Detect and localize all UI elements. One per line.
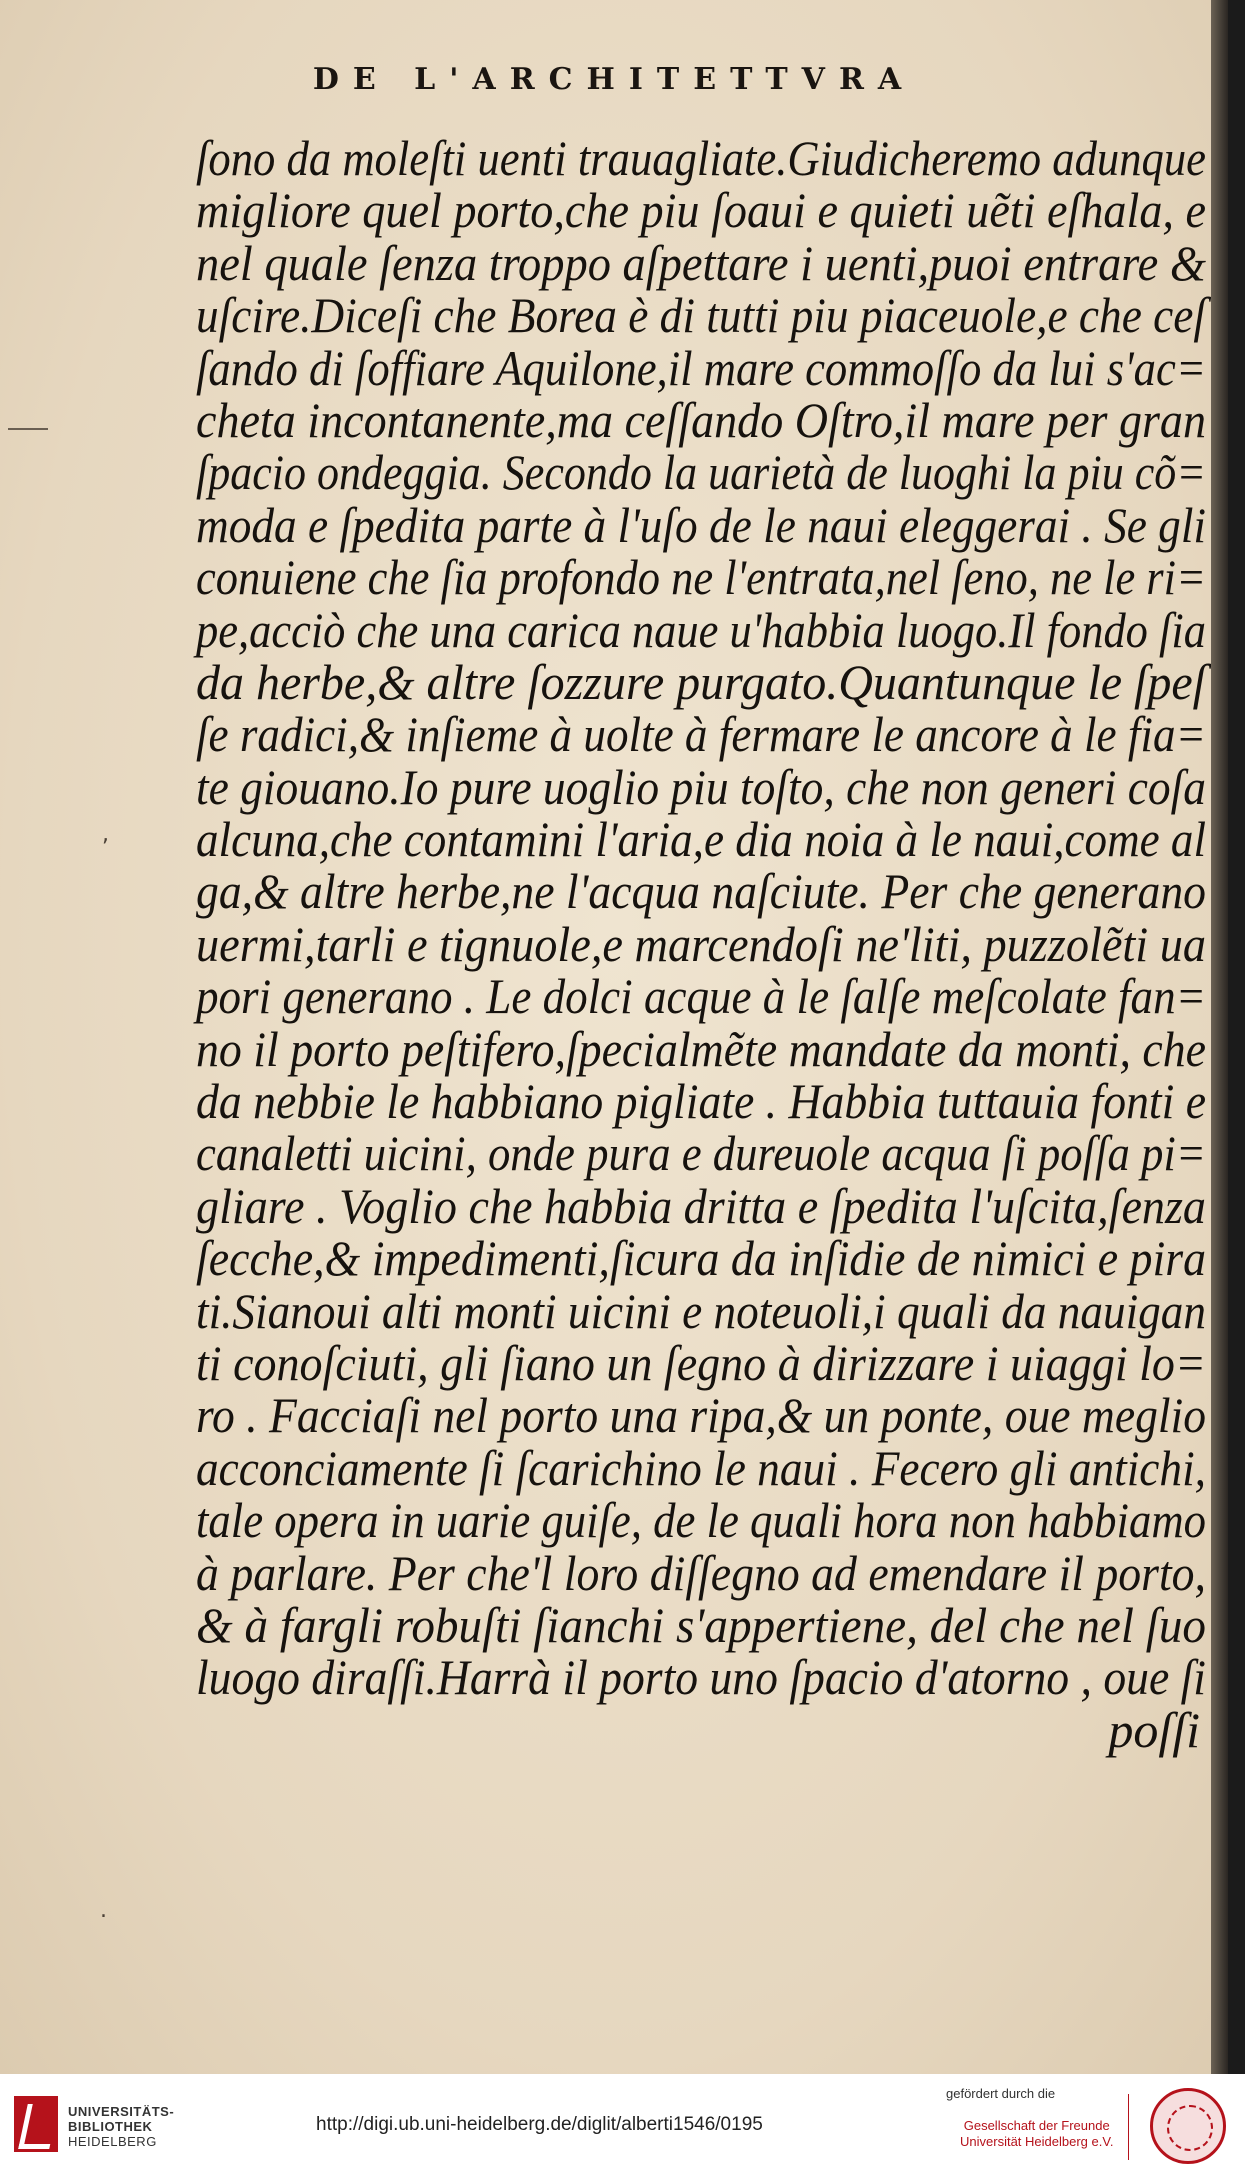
text-line: pori generano . Le dolci acque à le ſalſe meſcolate fan= (196, 968, 1206, 1025)
text-line: ro . Facciaſi nel porto una ripa,& un ponte, oue meglio (196, 1387, 1206, 1444)
text-line: acconciamente ſi ſcarichino le naui . Fecero gli antichi, (196, 1439, 1206, 1496)
text-line: uſcire.Diceſi che Borea è di tutti piu piaceuole,e che ceſ (196, 287, 1206, 344)
text-line: cheta incontanente,ma ceſſando Oſtro,il mare per gran (196, 391, 1206, 448)
library-name[interactable] (68, 2104, 174, 2149)
text-line: tale opera in uarie guiſe, de le quali hora non habbiamo (196, 1492, 1206, 1549)
text-line: ti conoſciuti, gli ſiano un ſegno à dirizzare i uiaggi lo= (196, 1334, 1206, 1391)
body-text (196, 132, 1206, 1756)
text-line: nel quale ſenza troppo aſpettare i uenti,puoi entrare & (196, 234, 1206, 291)
text-line: uermi,tarli e tignuole,e marcendoſi ne'liti, puzzolẽti ua (196, 915, 1206, 972)
text-line: conuiene che ſia profondo ne l'entrata,nel ſeno, ne le ri= (196, 549, 1206, 606)
gutter-mark: . (100, 1898, 107, 1923)
library-name-line: UNIVERSITÄTS- (68, 2104, 175, 2119)
library-name-line: BIBLIOTHEK (68, 2119, 153, 2134)
catchword: poſſi (1108, 1701, 1200, 1758)
text-line: pe,acciò che una carica naue u'habbia luogo.Il fondo ſia (196, 601, 1206, 658)
library-logo-icon[interactable] (14, 2096, 58, 2152)
text-line: ſecche,& impedimenti,ſicura da inſidie de nimici e pira (196, 1230, 1206, 1287)
running-head: DE L'ARCHITETTVRA (312, 62, 916, 97)
margin-mark (8, 428, 48, 430)
text-line: moda e ſpedita parte à l'uſo de le naui eleggerai . Se gli (196, 496, 1206, 553)
text-line: ſono da moleſti uenti trauagliate.Giudicheremo adunque (196, 130, 1206, 186)
text-line: ſpacio ondeggia. Secondo la uarietà de luoghi la piu cõ= (196, 444, 1206, 501)
page-edge (1211, 0, 1228, 2074)
text-line: à parlare. Per che'l loro diſſegno ad emendare il porto, (196, 1544, 1206, 1601)
footer-bar (0, 2074, 1245, 2172)
funded-by-label: gefördert durch die (946, 2086, 1056, 2101)
text-line: da nebbie le habbiano pigliate . Habbia tuttauia fonti e (196, 1073, 1206, 1130)
gutter-mark: , (102, 822, 109, 847)
library-name-line: HEIDELBERG (68, 2134, 157, 2149)
text-line: alcuna,che contamini l'aria,e dia noia à le naui,come al (196, 811, 1206, 868)
sponsor-name-line: Universität Heidelberg e.V. (960, 2134, 1114, 2149)
text-line: no il porto peſtifero,ſpecialmẽte mandate da monti, che (196, 1020, 1206, 1077)
sponsor-name-line: Gesellschaft der Freunde (963, 2118, 1110, 2133)
text-line: da herbe,& altre ſozzure purgato.Quantunque le ſpeſ (196, 653, 1206, 710)
divider (1128, 2094, 1129, 2160)
university-seal-icon[interactable] (1150, 2088, 1226, 2164)
text-line: migliore quel porto,che piu ſoaui e quieti uẽti eſhala, e (196, 182, 1206, 239)
permalink-url[interactable]: http://digi.ub.uni-heidelberg.de/diglit/alberti1546/0195 (316, 2114, 763, 2135)
text-line: ſe radici,& inſieme à uolte à fermare le ancore à le fia= (196, 706, 1206, 763)
text-line: luogo diraſſi.Harrà il porto uno ſpacio d'atorno , oue ſi (196, 1649, 1206, 1706)
text-line: te giouano.Io pure uoglio piu toſto, che non generi coſa (196, 758, 1206, 815)
text-line: ga,& altre herbe,ne l'acqua naſciute. Per che generano (196, 863, 1206, 920)
text-line: ſando di ſoffiare Aquilone,il mare commoſſo da lui s'ac= (196, 339, 1206, 396)
text-line: & à fargli robuſti ſianchi s'appertiene, del che nel ſuo (196, 1596, 1206, 1653)
text-line: canaletti uicini, onde pura e dureuole acqua ſi poſſa pi= (196, 1125, 1206, 1182)
sponsor-name[interactable] (960, 2118, 1113, 2150)
text-line: gliare . Voglio che habbia dritta e ſpedita l'uſcita,ſenza (196, 1177, 1206, 1234)
text-line: ti.Sianoui alti monti uicini e noteuoli,i quali da nauigan (196, 1282, 1206, 1339)
